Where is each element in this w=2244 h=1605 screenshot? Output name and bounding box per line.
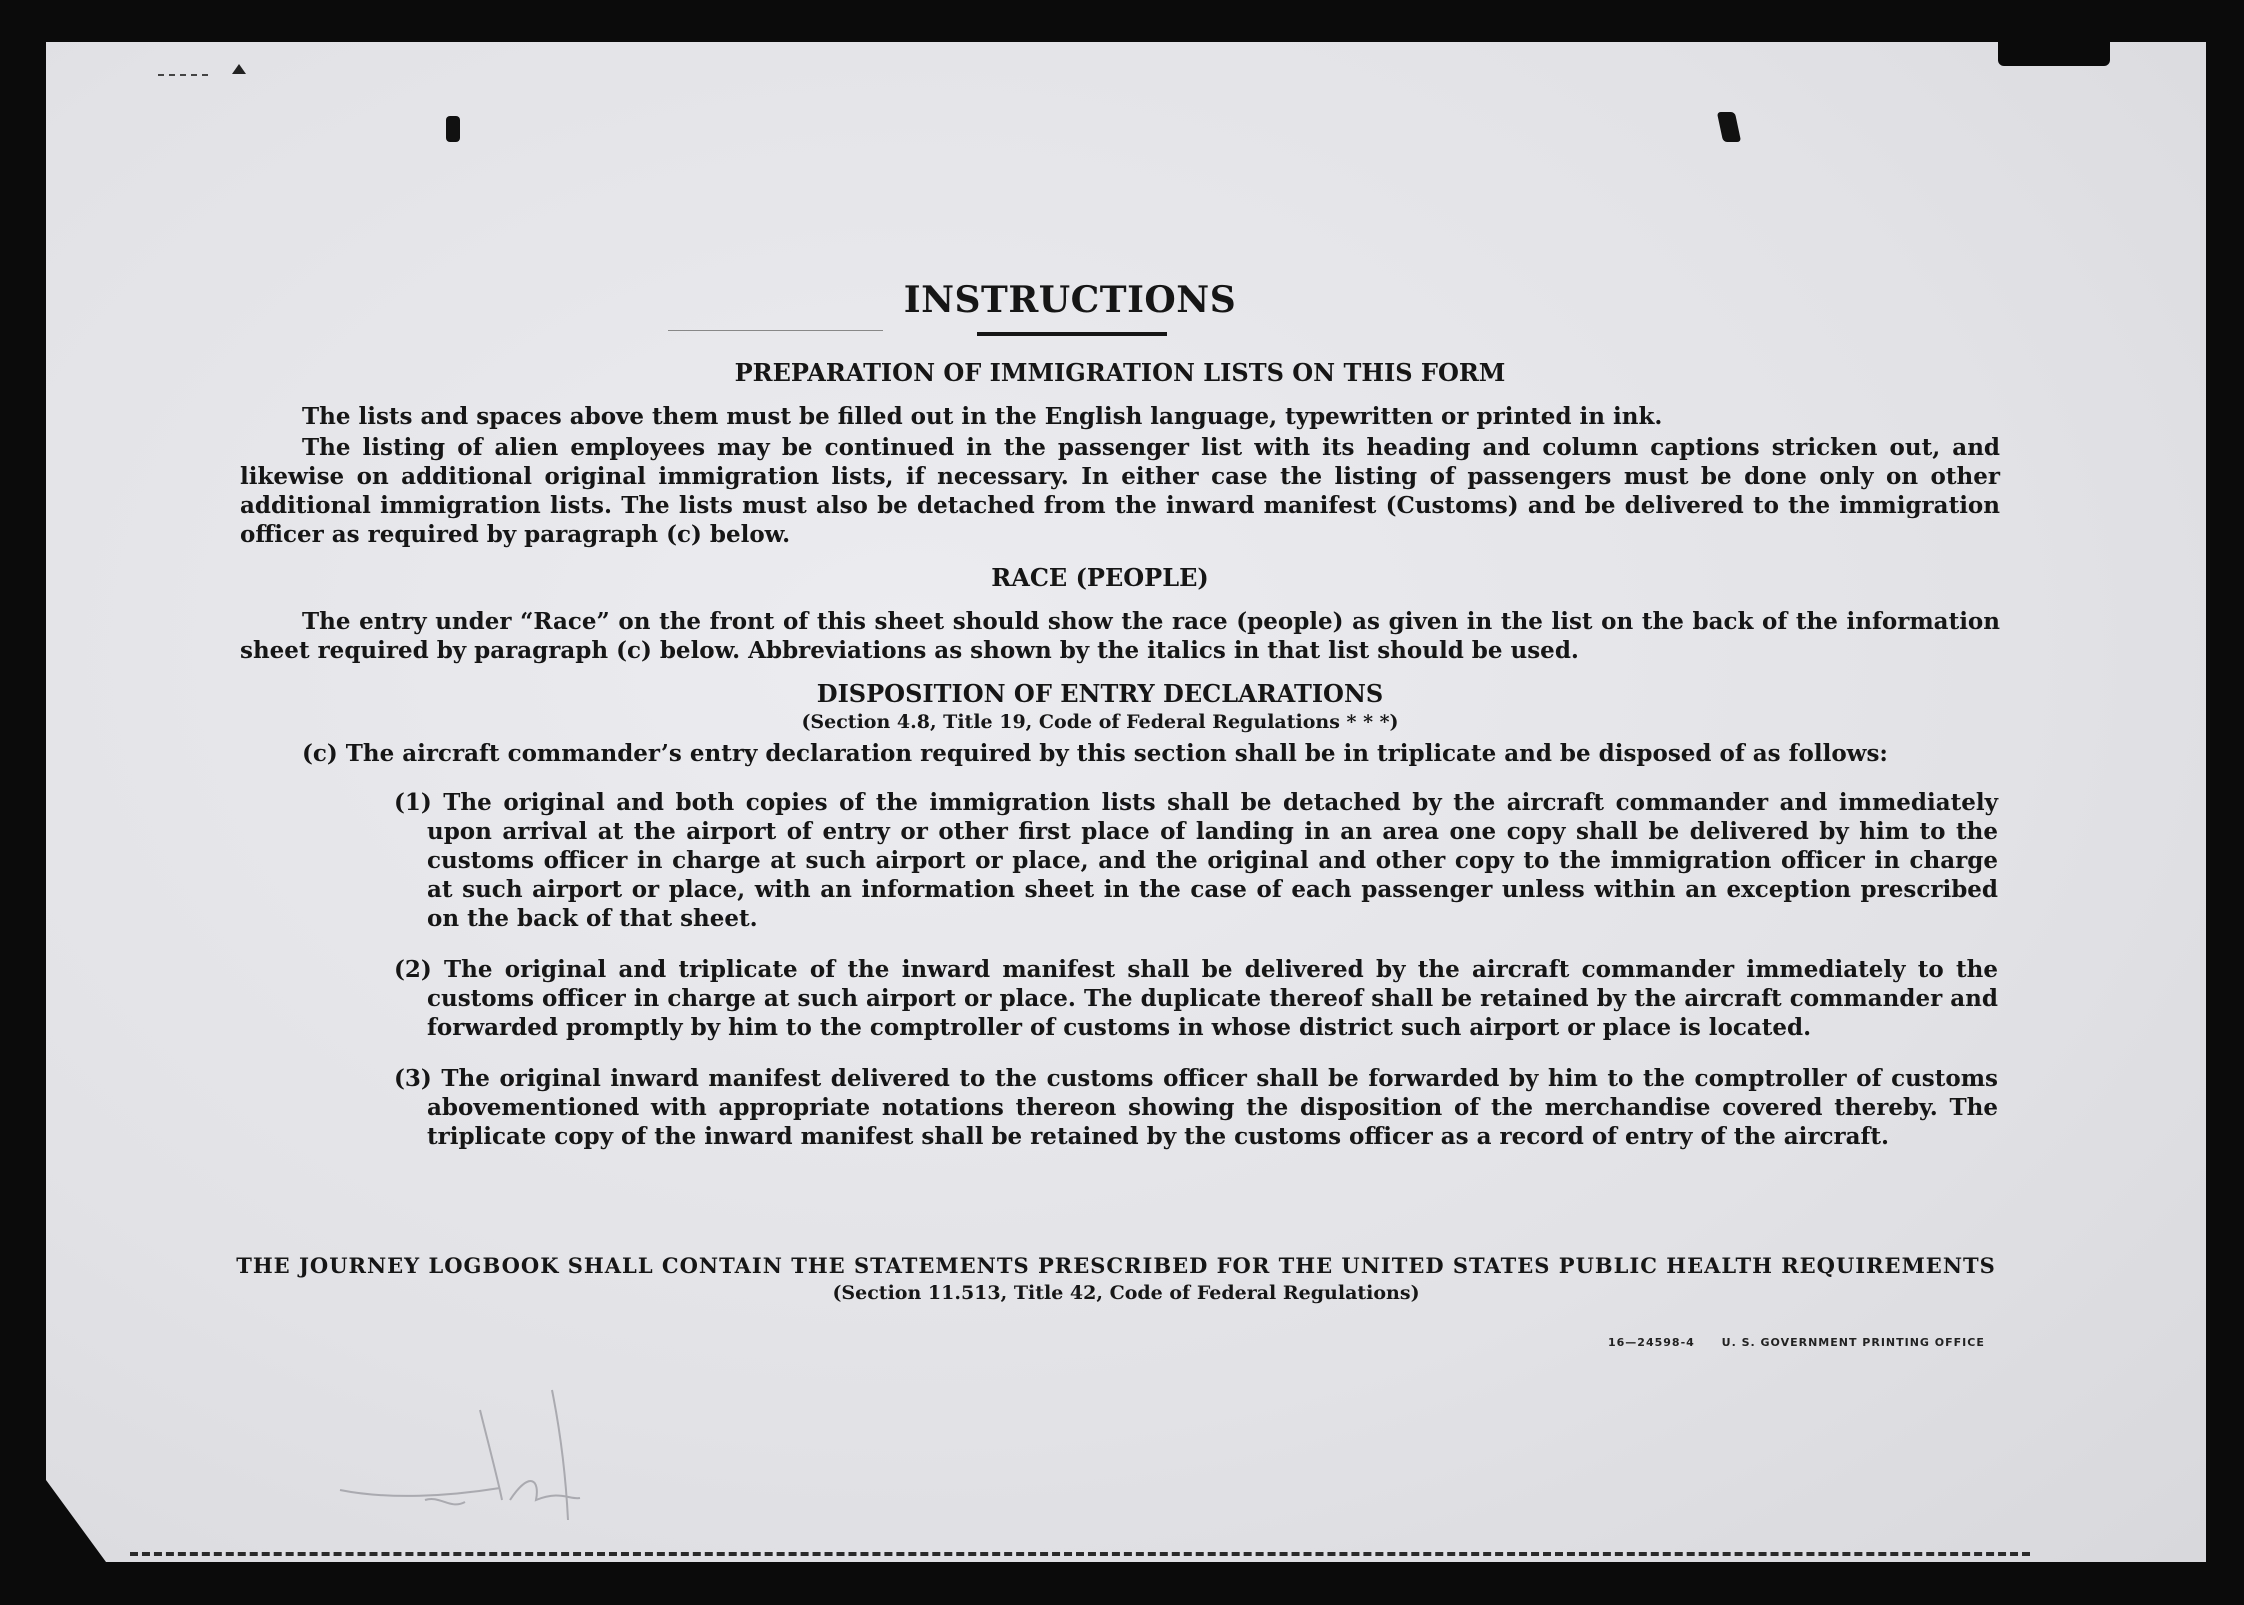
race-paragraph: The entry under “Race” on the front of this sheet should show the race (people) as given in the list on the back of the information sheet required by paragraph (c) below. Abbreviations as shown by the italics in that list should be used. [240, 608, 2000, 664]
list-item: (3) The original inward manifest delivered to the customs officer shall be forwarded by him to the comptroller of customs abovementioned with appropriate notations thereon showing the disposition of the merchandise covered thereby. The triplicate copy of the inward manifest shall be retained by the customs officer as a record of entry of the aircraft. [394, 1065, 1998, 1150]
preparation-paragraph: The lists and spaces above them must be filled out in the English language, typewritten or printed in ink. [302, 403, 1663, 430]
sheet-edge-mark [1998, 38, 2110, 66]
public-health-citation: (Section 11.513, Title 42, Code of Federal Regulations) [832, 1282, 1420, 1304]
clause-c: (c) The aircraft commander’s entry declaration required by this section shall be in triplicate and be disposed of as follows: [302, 740, 1888, 767]
list-item: (2) The original and triplicate of the inward manifest shall be delivered by the aircraft commander immediately to the customs officer in charge at such airport or place. The duplicate thereof shall be retained by the aircraft commander and forwarded promptly by him to the comptroller of customs in whose district such airport or place is located. [394, 956, 1998, 1041]
public-health-statement: THE JOURNEY LOGBOOK SHALL CONTAIN THE STATEMENTS PRESCRIBED FOR THE UNITED STATES PUBLIC HEALTH REQUIREMENTS [236, 1253, 1996, 1278]
preparation-section [240, 358, 2000, 549]
instructions-document [240, 280, 2000, 1173]
bottom-tear-edge [130, 1552, 2030, 1556]
faint-signature [330, 1350, 670, 1550]
race-heading: RACE (PEOPLE) [991, 563, 1209, 592]
printer-imprint [1608, 1336, 2007, 1349]
punch-hole-left [446, 116, 460, 142]
disposition-citation: (Section 4.8, Title 19, Code of Federal Regulations * * *) [801, 711, 1399, 733]
race-section [240, 563, 2000, 665]
preparation-heading: PREPARATION OF IMMIGRATION LISTS ON THIS FORM [734, 358, 1506, 387]
disposition-section [240, 679, 2000, 1151]
preparation-paragraph: The listing of alien employees may be continued in the passenger list with its heading and column captions stricken out, and likewise on additional original immigration lists, if necessary. In either case the listing of passengers must be done only on other additional immigration lists. The lists must also be detached from the inward manifest (Customs) and be delivered to the immigration officer as required by paragraph (c) below. [240, 434, 2000, 548]
form-number: 16—24598-4 [1608, 1336, 1695, 1349]
disposition-heading: DISPOSITION OF ENTRY DECLARATIONS [816, 679, 1384, 708]
footer [232, 1252, 2000, 1306]
page-title: INSTRUCTIONS [903, 279, 1237, 321]
list-item: (1) The original and both copies of the immigration lists shall be detached by the aircraft commander and immediately upon arrival at the airport of entry or other first place of landing in an area one copy shall be delivered by him to the customs officer in charge at such airport or place, and the original and other copy to the immigration officer in charge at such airport or place, with an information sheet in the case of each passenger unless within an exception prescribed on the back of that sheet. [394, 789, 1998, 932]
top-dash-mark [158, 74, 208, 76]
printer-name: U. S. GOVERNMENT PRINTING OFFICE [1721, 1336, 1985, 1349]
title-underline [977, 332, 1167, 336]
